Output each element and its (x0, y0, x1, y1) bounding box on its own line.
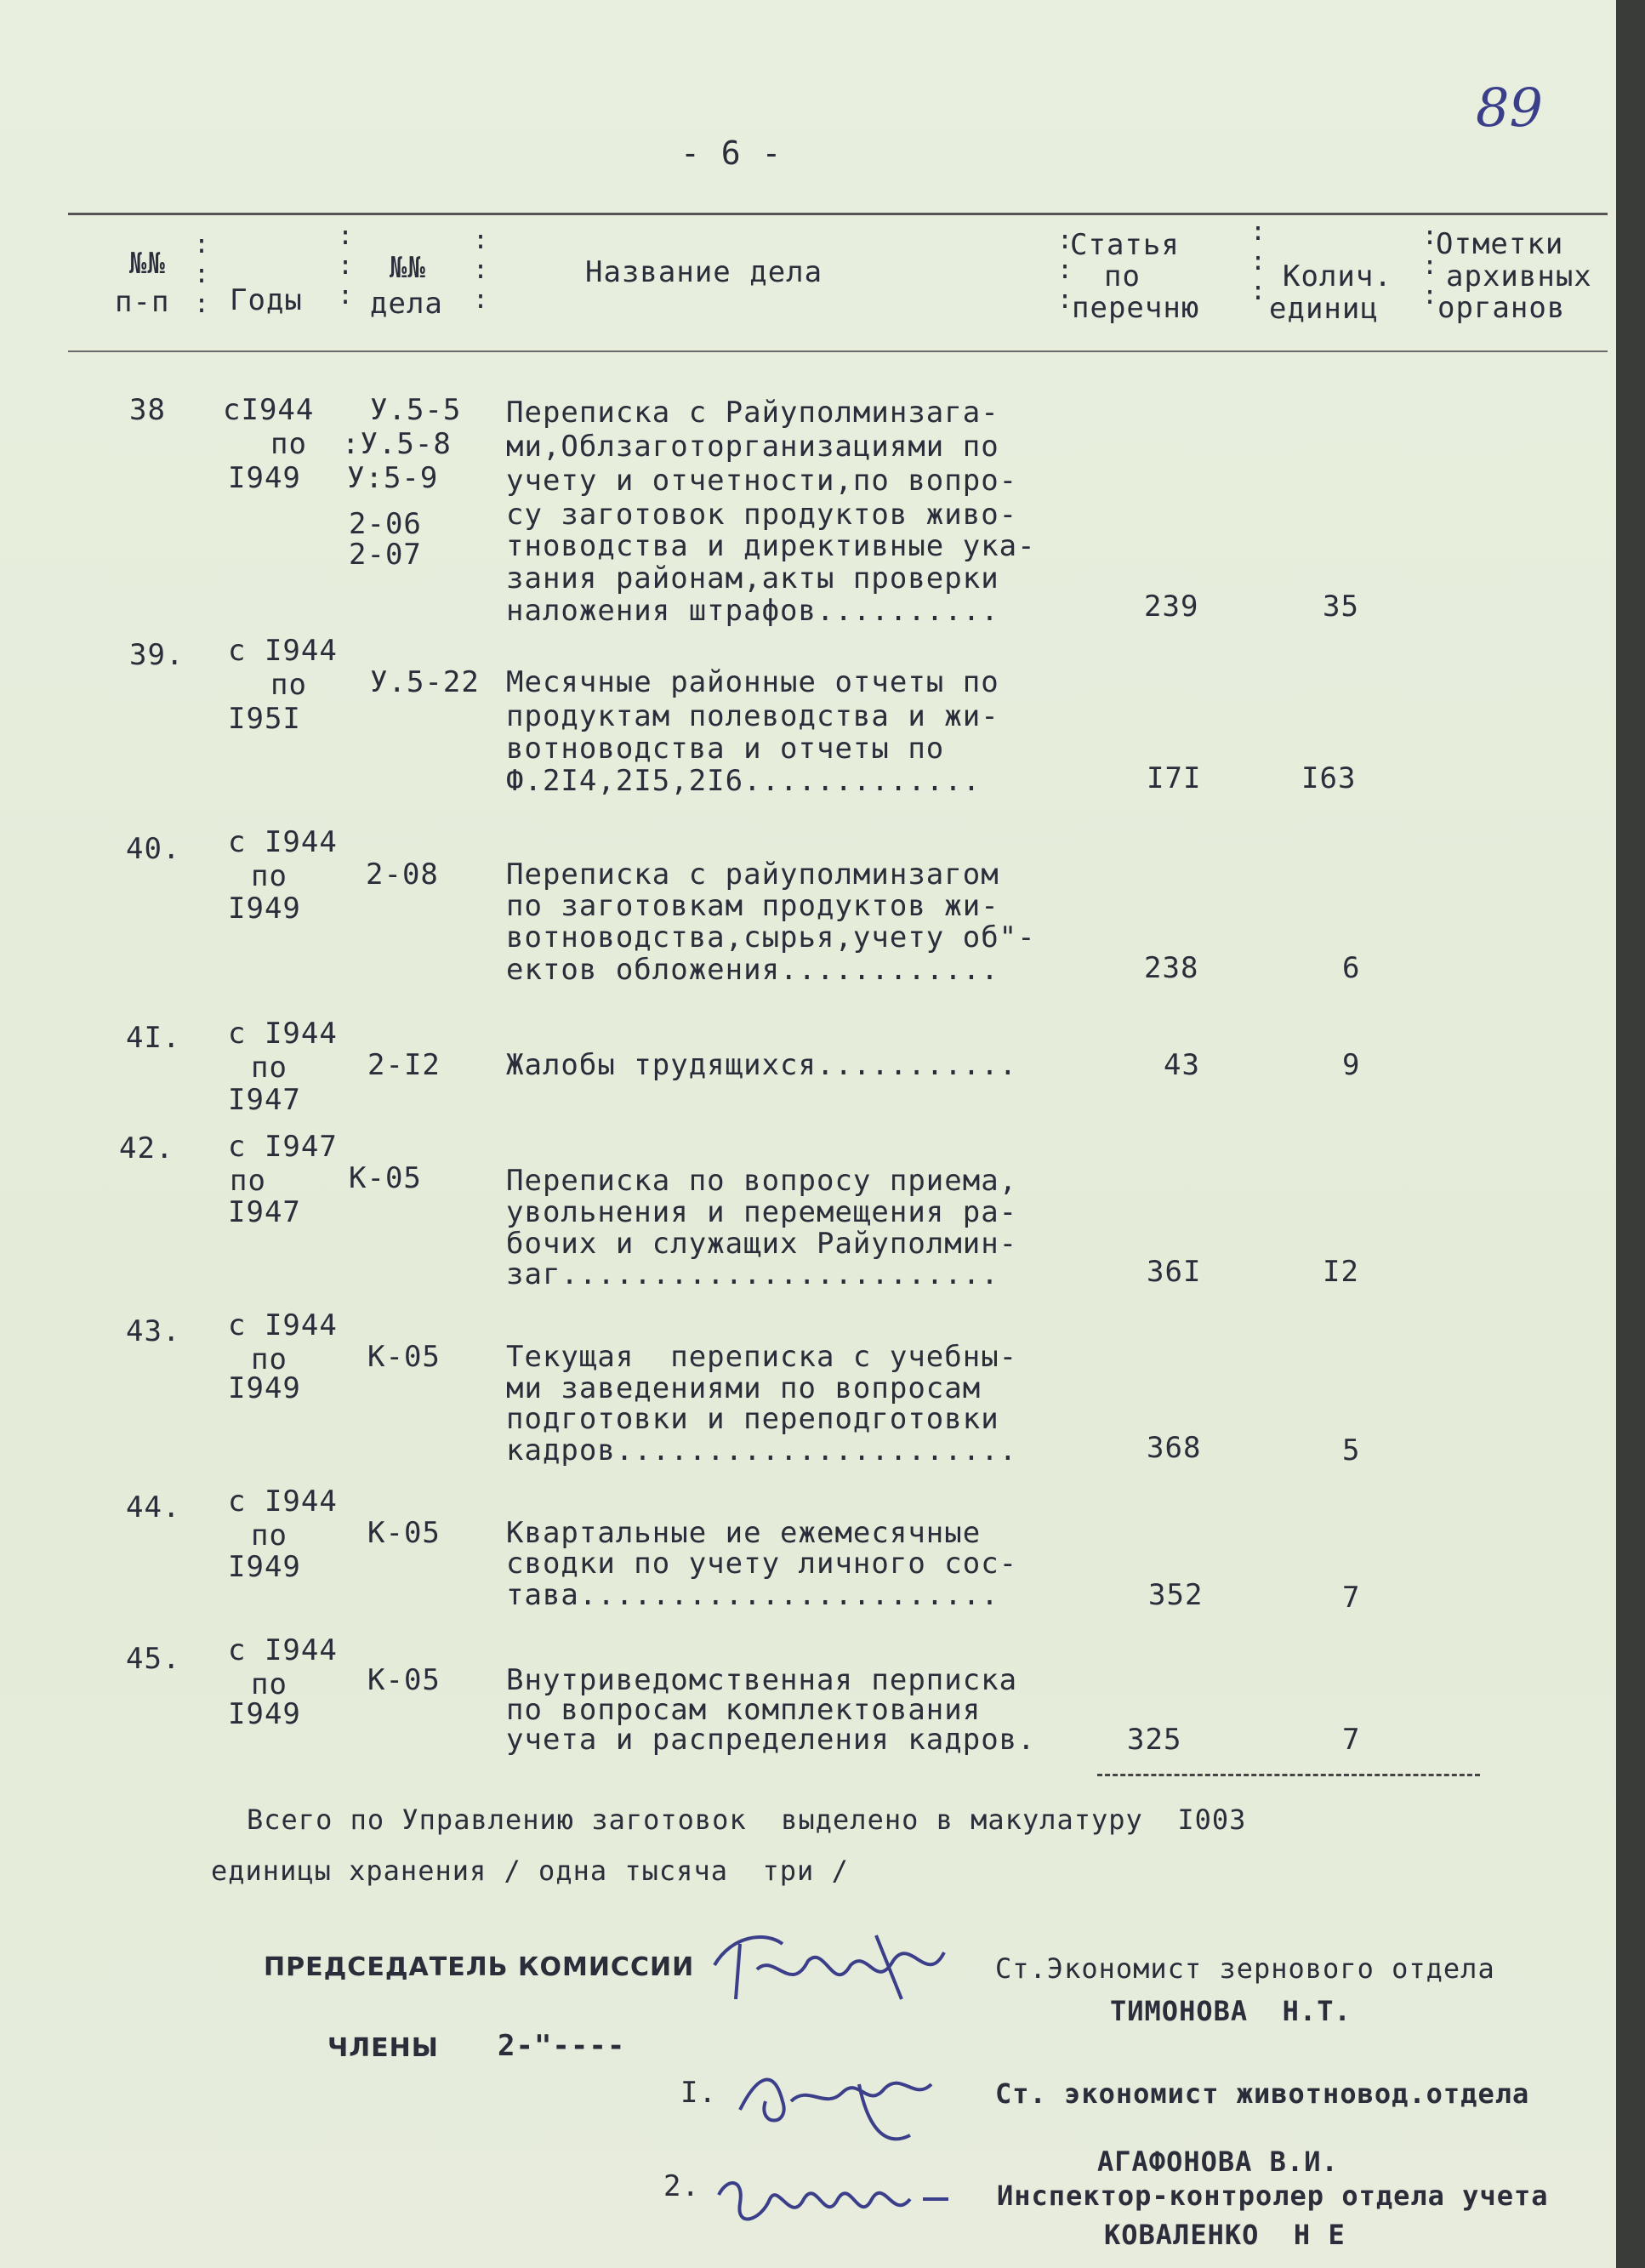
header-years: Годы (230, 283, 303, 317)
row-case: К-05 (367, 1340, 441, 1374)
row-article: 325 (1127, 1723, 1182, 1757)
row-title-line: ектов обложения............ (506, 953, 999, 987)
column-separator: : : : (194, 230, 210, 319)
members-label: ЧЛЕНЫ (327, 2033, 439, 2063)
chair-position: Ст.Экономист зернового отдела (995, 1952, 1495, 1985)
row-years-to: по (251, 1342, 287, 1376)
header-qty-1: Колич. (1283, 259, 1392, 293)
row-case: У.5-5 (370, 393, 462, 427)
row-case: 2-08 (366, 858, 439, 892)
row-years-from: с I944 (228, 1633, 338, 1667)
row-years-end: I947 (228, 1195, 301, 1229)
row-article: 238 (1144, 951, 1199, 985)
row-qty: I2 (1323, 1255, 1359, 1289)
header-case-2: дела (370, 287, 443, 321)
row-title-line: кадров...................... (506, 1433, 1018, 1467)
header-article-1: Статья (1070, 228, 1180, 262)
column-separator: : : : (1250, 217, 1266, 306)
row-case: 2-07 (349, 538, 422, 572)
row-article: 36I (1147, 1255, 1202, 1289)
row-qty: 9 (1342, 1048, 1361, 1082)
row-title-line: учета и распределения кадров. (506, 1723, 1036, 1757)
row-num: 4I. (126, 1021, 181, 1055)
row-title-line: сводки по учету личного сос- (506, 1547, 1018, 1581)
chair-name: ТИМОНОВА Н.Т. (1110, 1995, 1352, 2027)
header-num-2: п-п (115, 285, 170, 319)
row-qty: 7 (1342, 1723, 1361, 1757)
row-years-to: по (251, 1519, 287, 1553)
row-case: :У.5-8 (342, 427, 452, 461)
row-years-from: с I947 (228, 1130, 338, 1164)
chair-signature (706, 1918, 961, 2012)
header-num-1: №№ (129, 247, 166, 281)
member-2-number: 2. (663, 2169, 700, 2203)
column-separator: : : : (1422, 221, 1438, 311)
header-qty-2: единиц (1269, 292, 1379, 326)
row-years-to: по (270, 427, 307, 461)
column-separator: : : : (338, 221, 354, 311)
row-years-end: I949 (228, 892, 301, 926)
row-article: 352 (1148, 1578, 1204, 1612)
row-num: 39. (129, 638, 185, 672)
row-num: 45. (126, 1642, 181, 1676)
row-article: 368 (1147, 1431, 1202, 1465)
header-marks-2: архивных (1446, 259, 1592, 293)
row-years-end: I949 (228, 1697, 301, 1731)
column-separator: : : : (473, 225, 489, 315)
row-qty: 35 (1323, 590, 1359, 624)
page-edge (1616, 0, 1645, 2268)
chair-label: ПРЕДСЕДАТЕЛЬ КОМИССИИ (264, 1952, 695, 1982)
row-years-end: I95I (228, 702, 301, 736)
row-num: 40. (126, 832, 181, 866)
header-top-rule (68, 213, 1608, 215)
header-article-3: перечню (1072, 291, 1200, 325)
page-number: - 6 - (680, 134, 783, 172)
row-case: 2-06 (349, 507, 422, 541)
row-years-from: с I944 (228, 825, 338, 859)
row-years-end: I949 (228, 1371, 301, 1405)
header-article-2: по (1104, 259, 1141, 293)
row-qty: 5 (1342, 1433, 1361, 1467)
row-years-from: сI944 (223, 393, 315, 427)
row-case: К-05 (367, 1516, 441, 1550)
header-bottom-rule (68, 350, 1608, 352)
row-title-line: по заготовкам продуктов жи- (506, 889, 999, 923)
row-case: У:5-9 (347, 461, 439, 495)
row-num: 42. (119, 1131, 174, 1165)
row-num: 43. (126, 1314, 181, 1348)
row-title-line: Переписка по вопросу приема, (506, 1164, 1018, 1198)
row-title-line: Квартальные ие ежемесячные (506, 1516, 982, 1550)
row-title-line: Переписка с Райуполминзага- (506, 396, 999, 430)
member-2-position: Инспектор-контролер отдела учета (997, 2180, 1549, 2212)
member-2-signature (710, 2161, 957, 2246)
row-title-line: увольнения и перемещения ра- (506, 1195, 1018, 1229)
row-num: 44. (126, 1490, 181, 1524)
row-title-line: зания районам,акты проверки (506, 561, 999, 595)
row-years-to: по (270, 668, 307, 702)
row-years-to: по (251, 1051, 287, 1085)
row-title-line: тава....................... (506, 1578, 999, 1612)
row-title-line: по вопросам комплектования (506, 1693, 982, 1727)
row-years-to: по (230, 1164, 266, 1198)
row-title-line: Переписка с райуполминзагом (506, 858, 999, 892)
row-article: 43 (1164, 1048, 1200, 1082)
row-years-from: с I944 (228, 1484, 338, 1519)
row-case: У.5-22 (370, 665, 480, 699)
row-qty: 7 (1342, 1581, 1361, 1615)
row-title-line: бочих и служащих Райуполмин- (506, 1227, 1018, 1261)
header-marks-1: Отметки (1436, 227, 1564, 261)
row-title-line: учету и отчетности,по вопро- (506, 464, 1018, 498)
row-years-from: с I944 (228, 634, 338, 668)
row-title-line: продуктам полеводства и жи- (506, 699, 999, 733)
row-years-end: I949 (228, 1550, 301, 1584)
archive-folio-mark: 89 (1476, 77, 1543, 139)
row-title-line: Жалобы трудящихся........... (506, 1048, 1018, 1082)
row-title-line: вотноводства,сырья,учету об"- (506, 920, 1036, 954)
row-article: I7I (1147, 761, 1202, 795)
member-1-signature (731, 2050, 944, 2152)
row-years-to: по (251, 859, 287, 893)
row-years-end: I949 (228, 461, 301, 495)
row-qty: 6 (1342, 951, 1361, 985)
column-separator: : : : (1057, 225, 1073, 315)
row-case: К-05 (349, 1161, 422, 1195)
row-title-line: Ф.2I4,2I5,2I6............. (506, 764, 982, 798)
header-case-1: №№ (390, 251, 426, 285)
member-2-name: КОВАЛЕНКО Н Е (1104, 2219, 1346, 2251)
row-title-line: вотноводства и отчеты по (506, 732, 945, 766)
row-years-from: с I944 (228, 1017, 338, 1051)
header-marks-3: органов (1437, 291, 1566, 325)
row-title-line: Месячные районные отчеты по (506, 665, 999, 699)
total-line-1: Всего по Управлению заготовок выделено в макулатуру I003 (247, 1804, 1247, 1836)
row-article: 239 (1144, 590, 1199, 624)
row-case: К-05 (367, 1663, 441, 1697)
row-title-line: су заготовок продуктов живо- (506, 498, 1018, 532)
row-title-line: подготовки и переподготовки (506, 1402, 999, 1436)
member-1-position: Ст. экономист животновод.отдела (995, 2077, 1530, 2110)
row-years-to: по (251, 1667, 287, 1701)
row-case: 2-I2 (367, 1048, 441, 1082)
total-line-2: единицы хранения / одна тысяча три / (211, 1855, 849, 1887)
row-title-line: ми заведениями по вопросам (506, 1371, 982, 1405)
member-1-name: АГАФОНОВА В.И. (1097, 2145, 1339, 2178)
row-title-line: Внутриведомственная перписка (506, 1663, 1018, 1697)
total-underline (1097, 1774, 1480, 1776)
row-title-line: ми,Облзаготорганизациями по (506, 430, 999, 464)
members-count: 2-"---- (498, 2029, 626, 2063)
row-years-from: с I944 (228, 1308, 338, 1342)
member-1-number: I. (680, 2076, 717, 2110)
row-qty: I63 (1301, 761, 1357, 795)
row-title-line: Текущая переписка с учебны- (506, 1340, 1018, 1374)
header-title: Название дела (585, 255, 823, 289)
row-title-line: тноводства и директивные ука- (506, 529, 1036, 563)
row-years-end: I947 (228, 1083, 301, 1117)
row-num: 38 (129, 393, 166, 427)
row-title-line: наложения штрафов.......... (506, 594, 999, 628)
row-title-line: заг........................ (506, 1257, 999, 1291)
